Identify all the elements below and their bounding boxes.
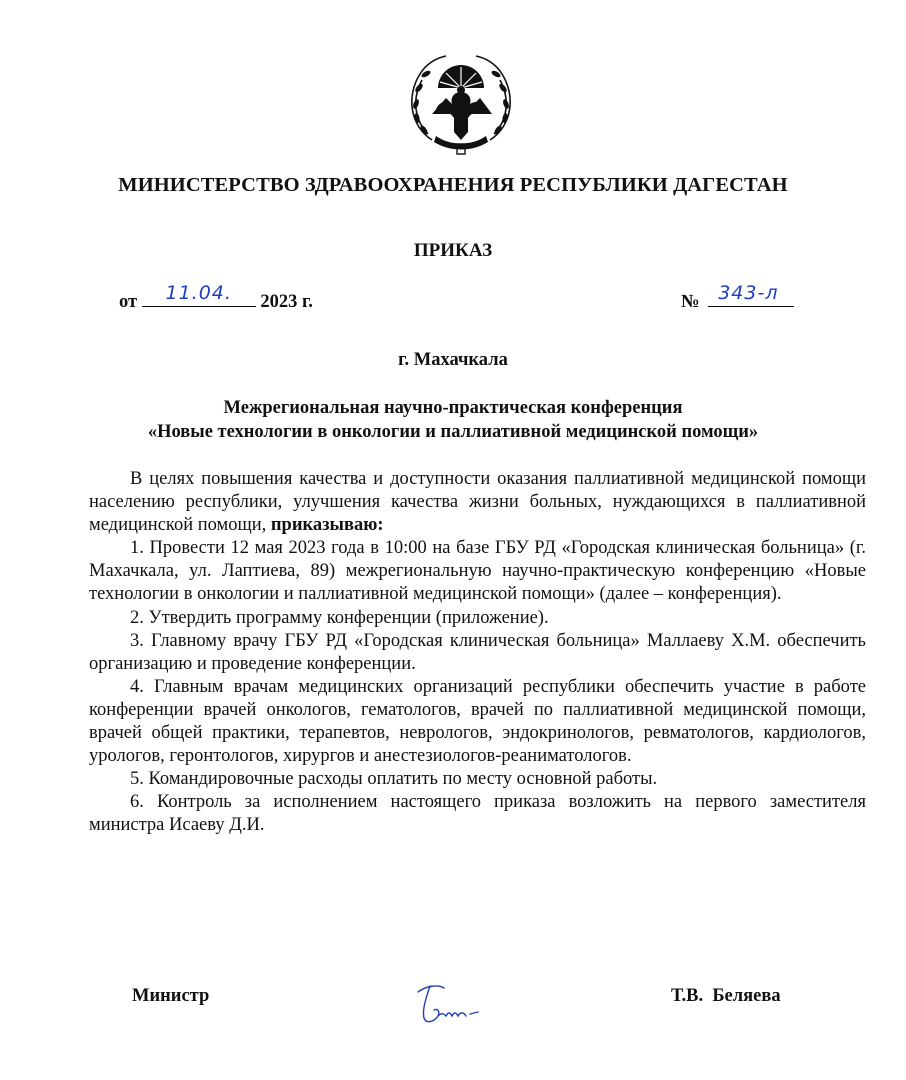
number-blank xyxy=(708,282,794,307)
handwritten-signature-icon xyxy=(408,978,498,1028)
order-item-6: 6. Контроль за исполнением настоящего приказа возложить на первого заместителя министра Исаеву Д.И. xyxy=(89,792,866,836)
subject-line-2: «Новые технологии в онкологии и паллиативной медицинской помощи» xyxy=(147,422,759,442)
document-type: ПРИКАЗ xyxy=(413,240,493,261)
date-year: 2023 г. xyxy=(260,292,313,312)
order-body xyxy=(89,468,866,838)
intro-decree: приказываю: xyxy=(270,515,384,536)
order-item-5: 5. Командировочные расходы оплатить по месту основной работы. xyxy=(130,769,658,790)
handwritten-number: 343-л xyxy=(718,282,779,304)
order-item-1: 1. Провести 12 мая 2023 года в 10:00 на базе ГБУ РД «Городская клиническая больница» (г. Махачкала, ул. Лаптиева, 89) межрегиональную научно-практическую конференцию «Новые технологии в онкологии и паллиативной медицинской помощи» (далее – конференция). xyxy=(89,538,866,605)
handwritten-date: 11.04. xyxy=(165,282,232,304)
order-date-line xyxy=(119,282,313,313)
subject-line-1: Межрегиональная научно-практическая конференция xyxy=(223,398,683,418)
order-item-4: 4. Главным врачам медицинских организаций республики обеспечить участие в работе конференции врачей онкологов, гематологов, врачей по паллиативной медицинской помощи, врачей общей практики, терапевтов, неврологов, эндокринологов, ревматологов, кардиологов, урологов, геронтологов, хирургов и анестезиологов-реаниматологов. xyxy=(89,676,866,767)
signatory-title: Министр xyxy=(132,986,210,1006)
intro-text: В целях повышения качества и доступности оказания паллиативной медицинской помощи населению республики, улучшения качества жизни больных, нуждающихся в паллиативной медицинской помощи, xyxy=(89,469,866,536)
date-prefix: от xyxy=(119,292,138,312)
date-blank xyxy=(142,282,256,307)
order-number-line xyxy=(681,282,794,313)
intro-paragraph xyxy=(89,468,866,537)
ministry-name: МИНИСТЕРСТВО ЗДРАВООХРАНЕНИЯ РЕСПУБЛИКИ ДАГЕСТАН xyxy=(118,174,788,196)
order-subject xyxy=(0,396,906,444)
order-item-3: 3. Главному врачу ГБУ РД «Городская клиническая больница» Маллаеву Х.М. обеспечить организацию и проведение конференции. xyxy=(89,630,866,674)
signatory-name: Т.В. Беляева xyxy=(671,986,781,1006)
order-item-2: 2. Утвердить программу конференции (приложение). xyxy=(130,607,549,628)
dagestan-coat-of-arms-icon xyxy=(402,48,520,156)
city: г. Махачкала xyxy=(398,350,508,370)
number-prefix: № xyxy=(681,292,700,312)
